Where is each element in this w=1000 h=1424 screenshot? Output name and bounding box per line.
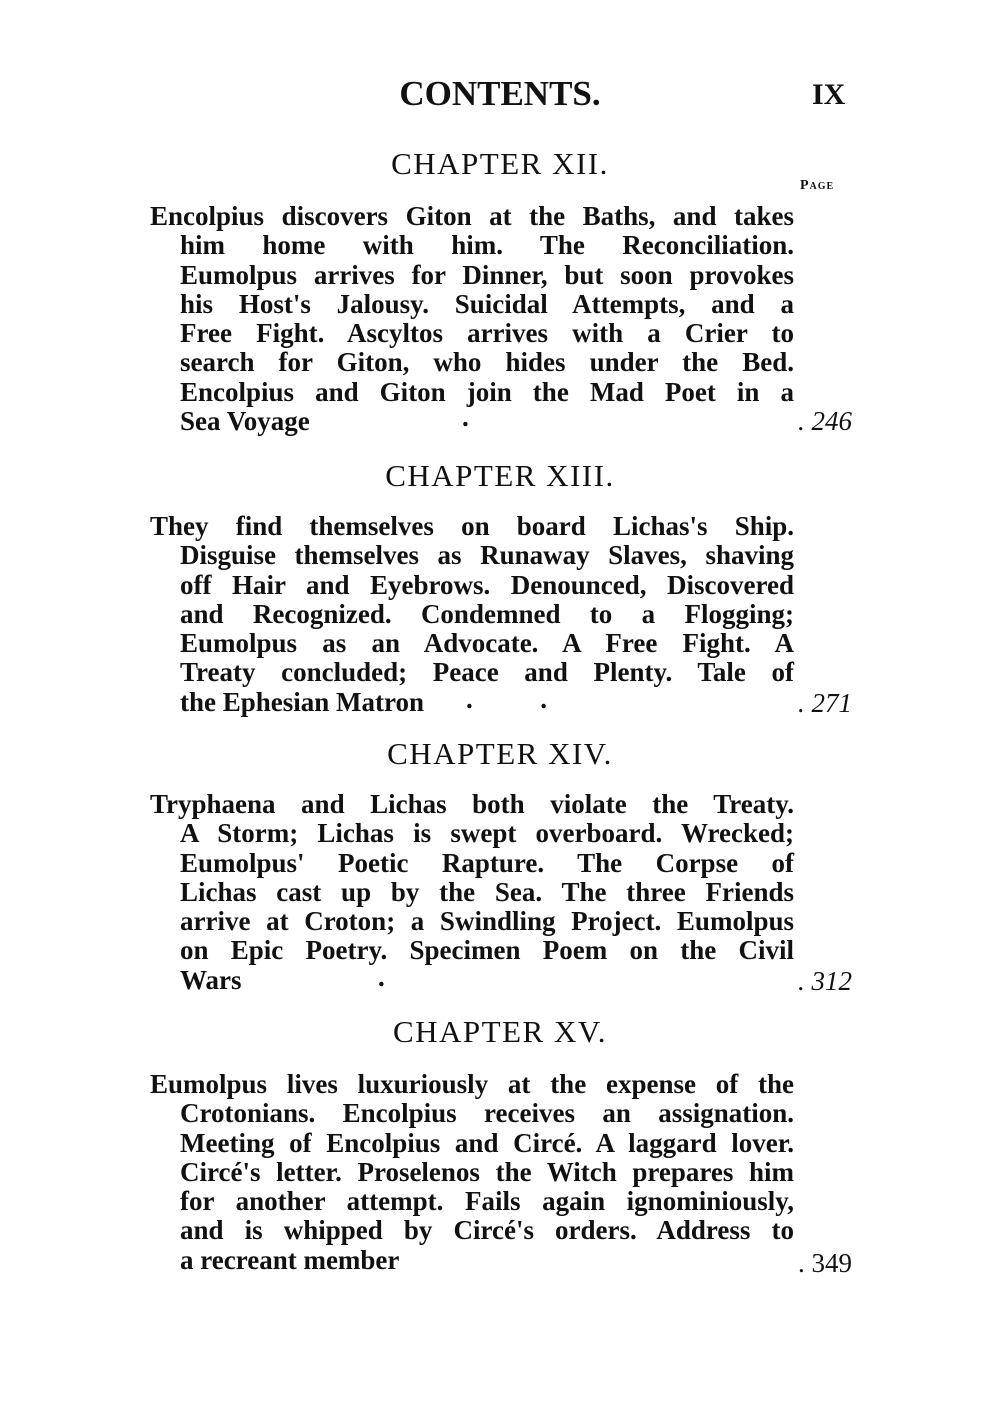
page-number: . 349 <box>798 1248 852 1278</box>
chapter-heading-xiv: CHAPTER XIV. <box>387 736 613 771</box>
summary-line: Treaty concluded; Peace and Plenty. Tale of <box>180 657 794 688</box>
dot-leader: . <box>378 962 385 992</box>
summary-line: arrive at Croton; a Swindling Project. Eumolpus <box>180 906 794 937</box>
page-number: . 271 <box>798 688 852 718</box>
dot-leader: . <box>462 402 469 432</box>
summary-line: Eumolpus arrives for Dinner, but soon provokes <box>180 259 794 290</box>
chapter-heading-xii: CHAPTER XII. <box>391 146 609 181</box>
summary-line: for another attempt. Fails again ignominiously, <box>180 1186 794 1217</box>
dot-leader: . . <box>466 684 547 714</box>
chapter-heading-xiii: CHAPTER XIII. <box>385 458 615 493</box>
summary-line: Encolpius and Giton join the Mad Poet in a <box>180 376 794 407</box>
summary-line: Crotonians. Encolpius receives an assignation. <box>180 1098 794 1129</box>
summary-line: on Epic Poetry. Specimen Poem on the Civil <box>180 935 794 966</box>
summary-line: Lichas cast up by the Sea. The three Friends <box>180 876 794 907</box>
page-number: . 312 <box>798 966 852 996</box>
summary-line: Eumolpus' Poetic Rapture. The Corpse of <box>180 847 794 878</box>
summary-line: a recreant member <box>180 1244 400 1275</box>
summary-line: search for Giton, who hides under the Bed. <box>180 347 794 378</box>
summary-line: Wars <box>180 964 242 995</box>
page-number: . 246 <box>798 406 852 436</box>
chapter-summary-xiv <box>150 790 794 995</box>
summary-line: Free Fight. Ascyltos arrives with a Crier to <box>180 318 794 349</box>
chapter-summary-xv <box>150 1070 794 1275</box>
chapter-summary-xii <box>150 202 794 436</box>
summary-line: and Recognized. Condemned to a Flogging; <box>180 598 794 629</box>
page-folio: IX <box>812 78 846 111</box>
summary-line: Encolpius discovers Giton at the Baths, and takes <box>150 201 794 231</box>
summary-line: him home with him. The Reconciliation. <box>180 230 794 261</box>
summary-line: Meeting of Encolpius and Circé. A laggard lover. <box>180 1127 794 1158</box>
summary-line: Sea Voyage <box>180 406 310 437</box>
summary-line: his Host's Jalousy. Suicidal Attempts, and a <box>180 288 794 319</box>
summary-line: Disguise themselves as Runaway Slaves, shaving <box>180 540 794 571</box>
summary-line: off Hair and Eyebrows. Denounced, Discovered <box>180 569 794 600</box>
summary-line: and is whipped by Circé's orders. Address to <box>180 1215 794 1246</box>
chapter-heading-xv: CHAPTER XV. <box>392 1014 608 1049</box>
page-column-label: Page <box>800 178 835 193</box>
summary-line: They find themselves on board Lichas's Ship. <box>150 511 794 541</box>
summary-line: the Ephesian Matron <box>180 686 425 717</box>
summary-line: A Storm; Lichas is swept overboard. Wrecked; <box>180 818 794 849</box>
summary-line: Circé's letter. Proselenos the Witch prepares him <box>180 1156 794 1187</box>
summary-line: Eumolpus as an Advocate. A Free Fight. A <box>180 628 794 659</box>
summary-line: Tryphaena and Lichas both violate the Treaty. <box>150 789 794 819</box>
running-title: CONTENTS. <box>399 74 601 113</box>
summary-line: Eumolpus lives luxuriously at the expense of the <box>150 1069 794 1099</box>
